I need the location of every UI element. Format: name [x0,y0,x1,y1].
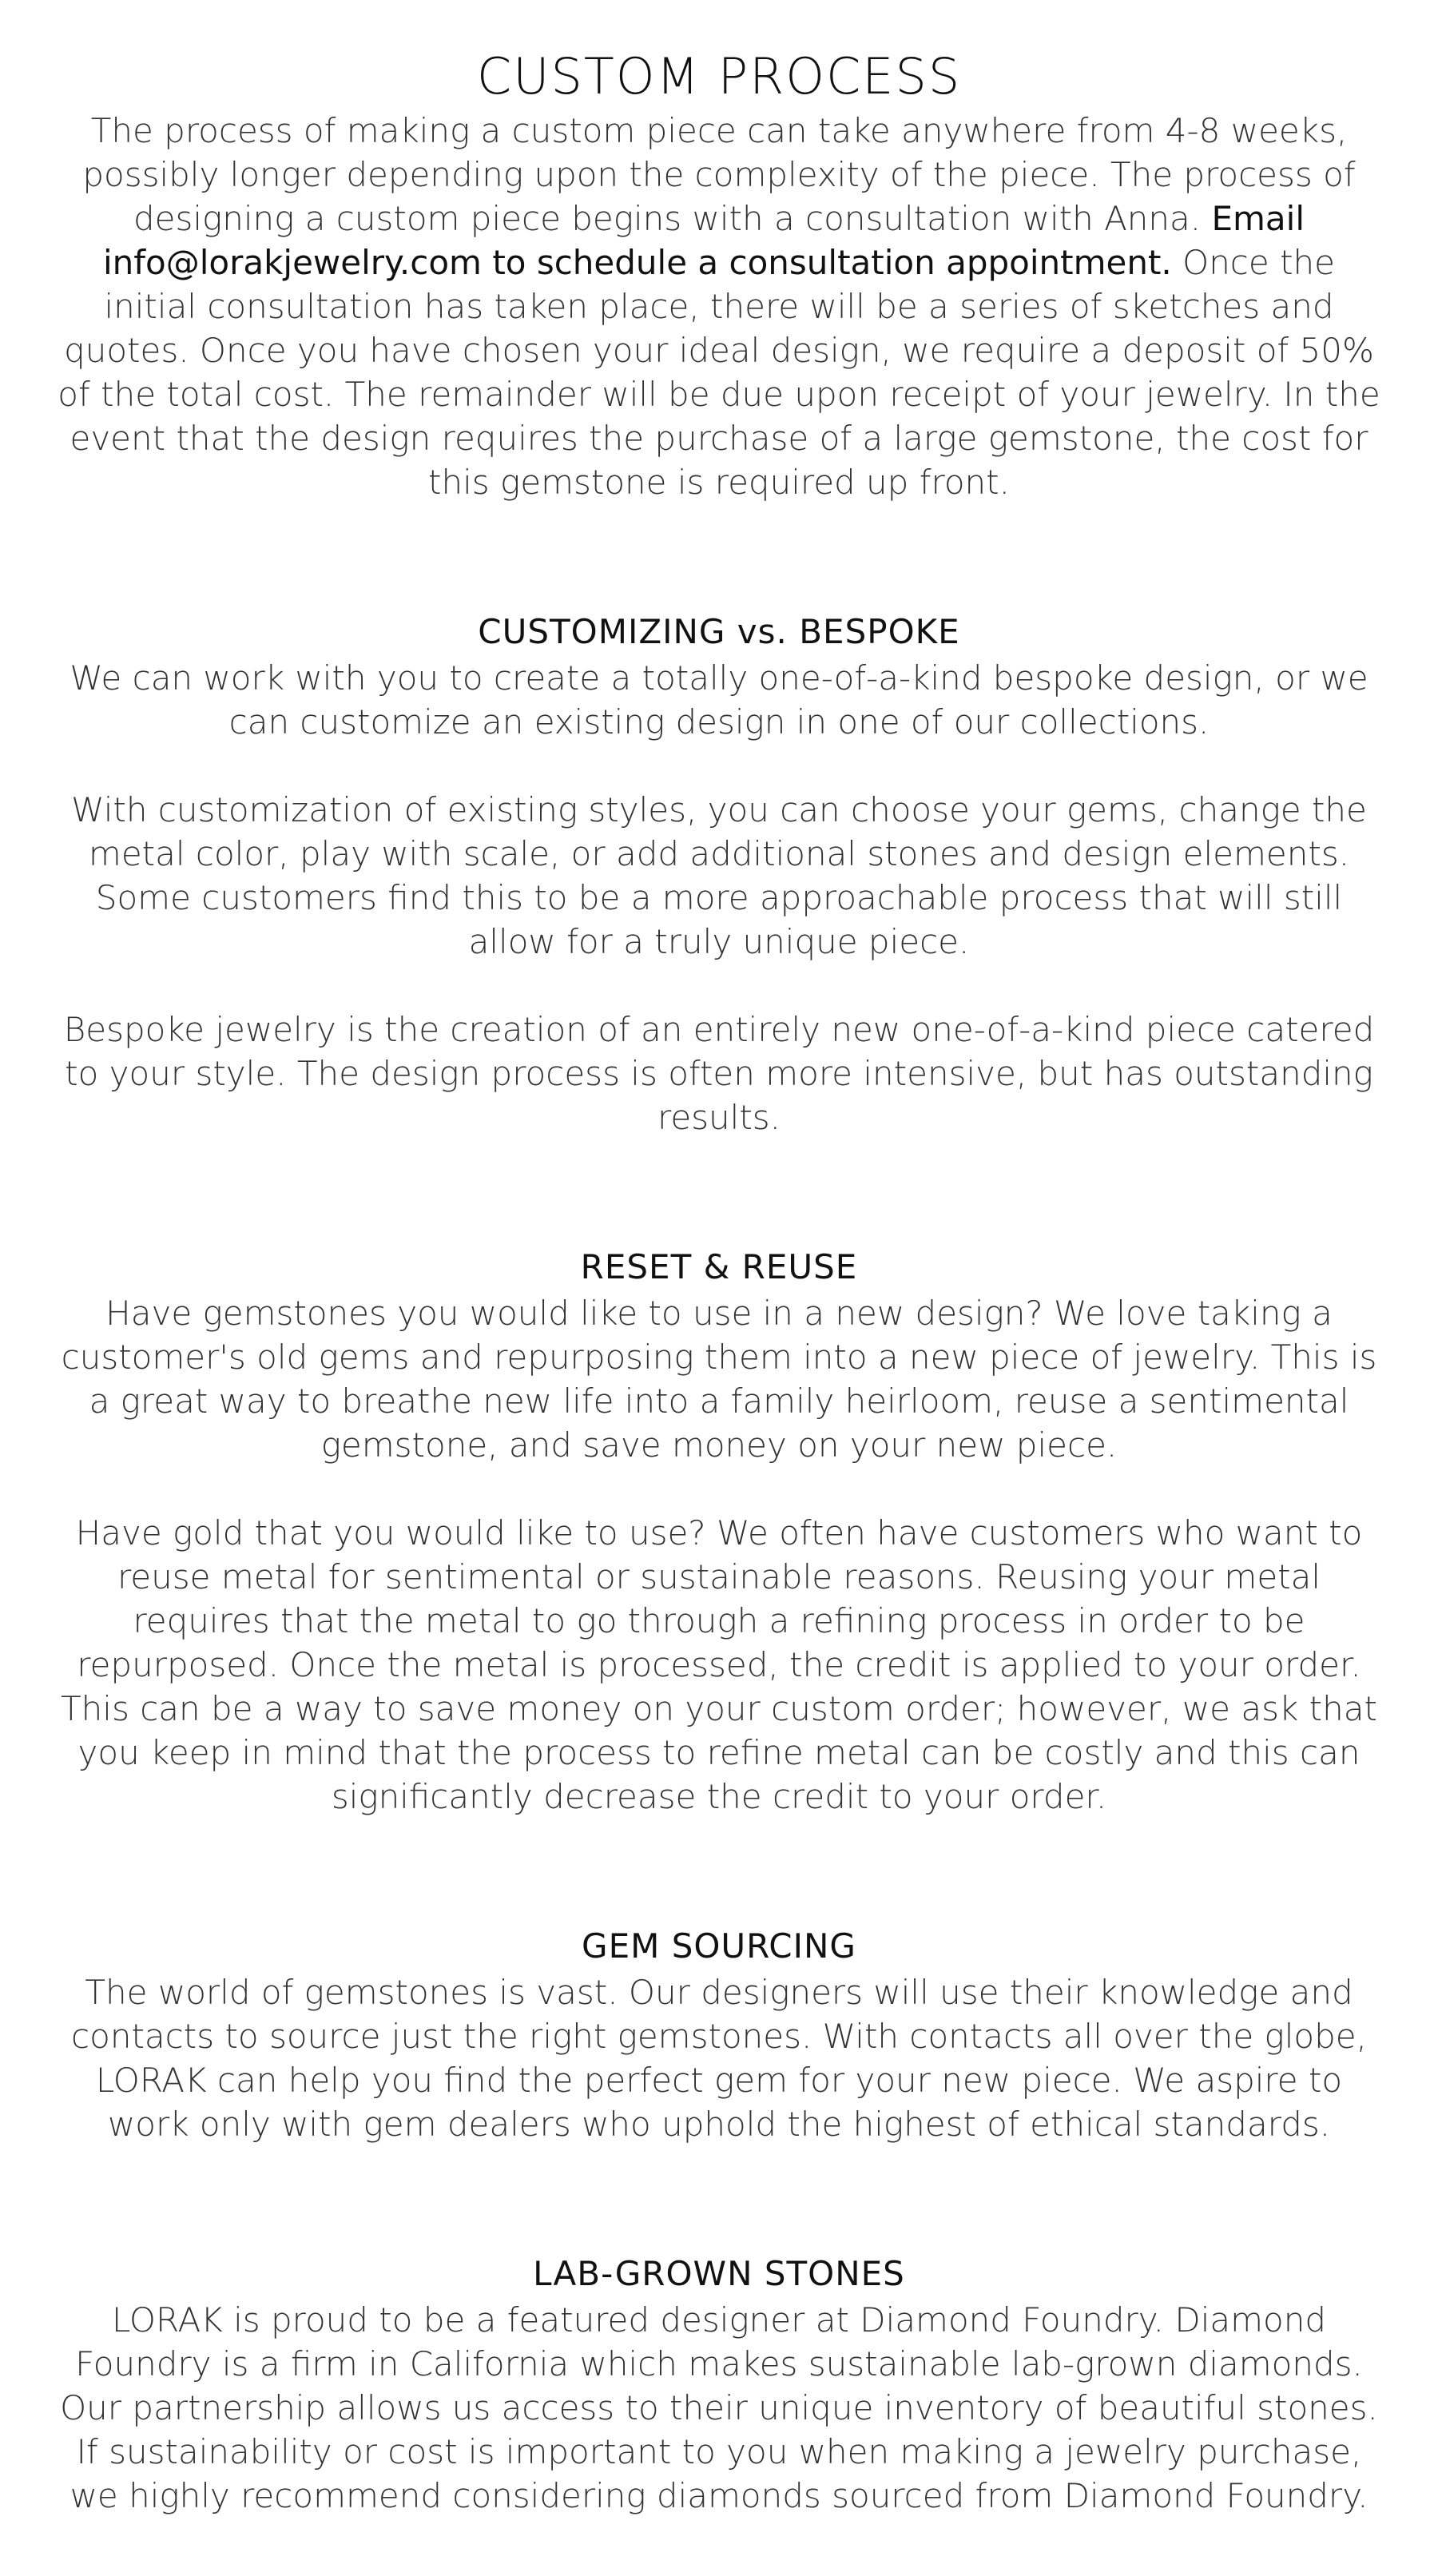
lab-grown-section [56,2250,1382,2518]
gem-sourcing-title: GEM SOURCING [582,1926,856,1966]
reset-reuse-section [56,1243,1382,1819]
custom-process-text-1: The process of making a custom piece can take anywhere from 4-8 weeks, possibly longer depending upon the complexity of the piece. The process of designing a custom piece begins with a consultation with Anna. [82,111,1356,238]
customizing-paragraph: With customization of existing styles, you can choose your gems, change the metal color, play with scale, or add additional stones and design elements. Some customers find this to be a more approachable process that will still allow for a truly unique piece. [71,790,1367,961]
reset-reuse-paragraph: Have gold that you would like to use? We often have customers who want to reuse metal for sentimental or sustainable reasons. Reusing your metal requires that the metal to go through a refining process in order to be repurposed. Once the metal is processed, the credit is applied to your order. This can be a way to save money on your custom order; however, we ask that you keep in mind that the process to refine metal can be costly and this can significantly decrease the credit to your order. [61,1513,1377,1816]
custom-process-section [56,45,1382,504]
custom-process-title: CUSTOM PROCESS [476,47,962,105]
reset-reuse-title: RESET & REUSE [580,1247,858,1286]
customizing-title: CUSTOMIZING vs. BESPOKE [478,612,960,651]
reset-reuse-paragraph: Have gemstones you would like to use in a new design? We love taking a customer's old gems and repurposing them into a new piece of jewelry. This is a great way to breathe new life into a family heirloom, reuse a sentimental gemstone, and save money on your new piece. [61,1294,1377,1465]
customizing-section [56,608,1382,1139]
gem-sourcing-paragraph: The world of gemstones is vast. Our designers will use their knowledge and contacts to source just the right gemstones. With contacts all over the globe, LORAK can help you find the perfect gem for your new piece. We aspire to work only with gem dealers who uphold the highest of ethical standards. [71,1973,1367,2144]
lab-grown-paragraph: LORAK is proud to be a featured designer at Diamond Foundry. Diamond Foundry is a firm in California which makes sustainable lab-grown diamonds. Our partnership allows us access to their unique inventory of beautiful stones. If sustainability or cost is important to you when making a jewelry purchase, we highly recommend considering diamonds sourced from Diamond Foundry. [60,2300,1378,2515]
gem-sourcing-section [56,1922,1382,2146]
customizing-paragraph: We can work with you to create a totally one-of-a-kind bespoke design, or we can customize an existing design in one of our collections. [70,658,1368,741]
custom-process-text [56,109,1382,504]
custom-process-text-2: Once the initial consultation has taken place, there will be a series of sketches and quotes. Once you have chosen your ideal design, we require a deposit of 50% of the total cost. The remainder will be due upon receipt of your jewelry. In the event that the design requires the purchase of a large gemstone, the cost for this gemstone is required up front. [58,243,1380,502]
lab-grown-title: LAB-GROWN STONES [533,2254,905,2293]
consultation-email-callout: Email info@lorakjewelry.com to schedule a consultation appointment. [102,199,1305,282]
customizing-paragraph: Bespoke jewelry is the creation of an entirely new one-of-a-kind piece catered to your style. The design process is often more intensive, but has outstanding results. [63,1010,1375,1137]
